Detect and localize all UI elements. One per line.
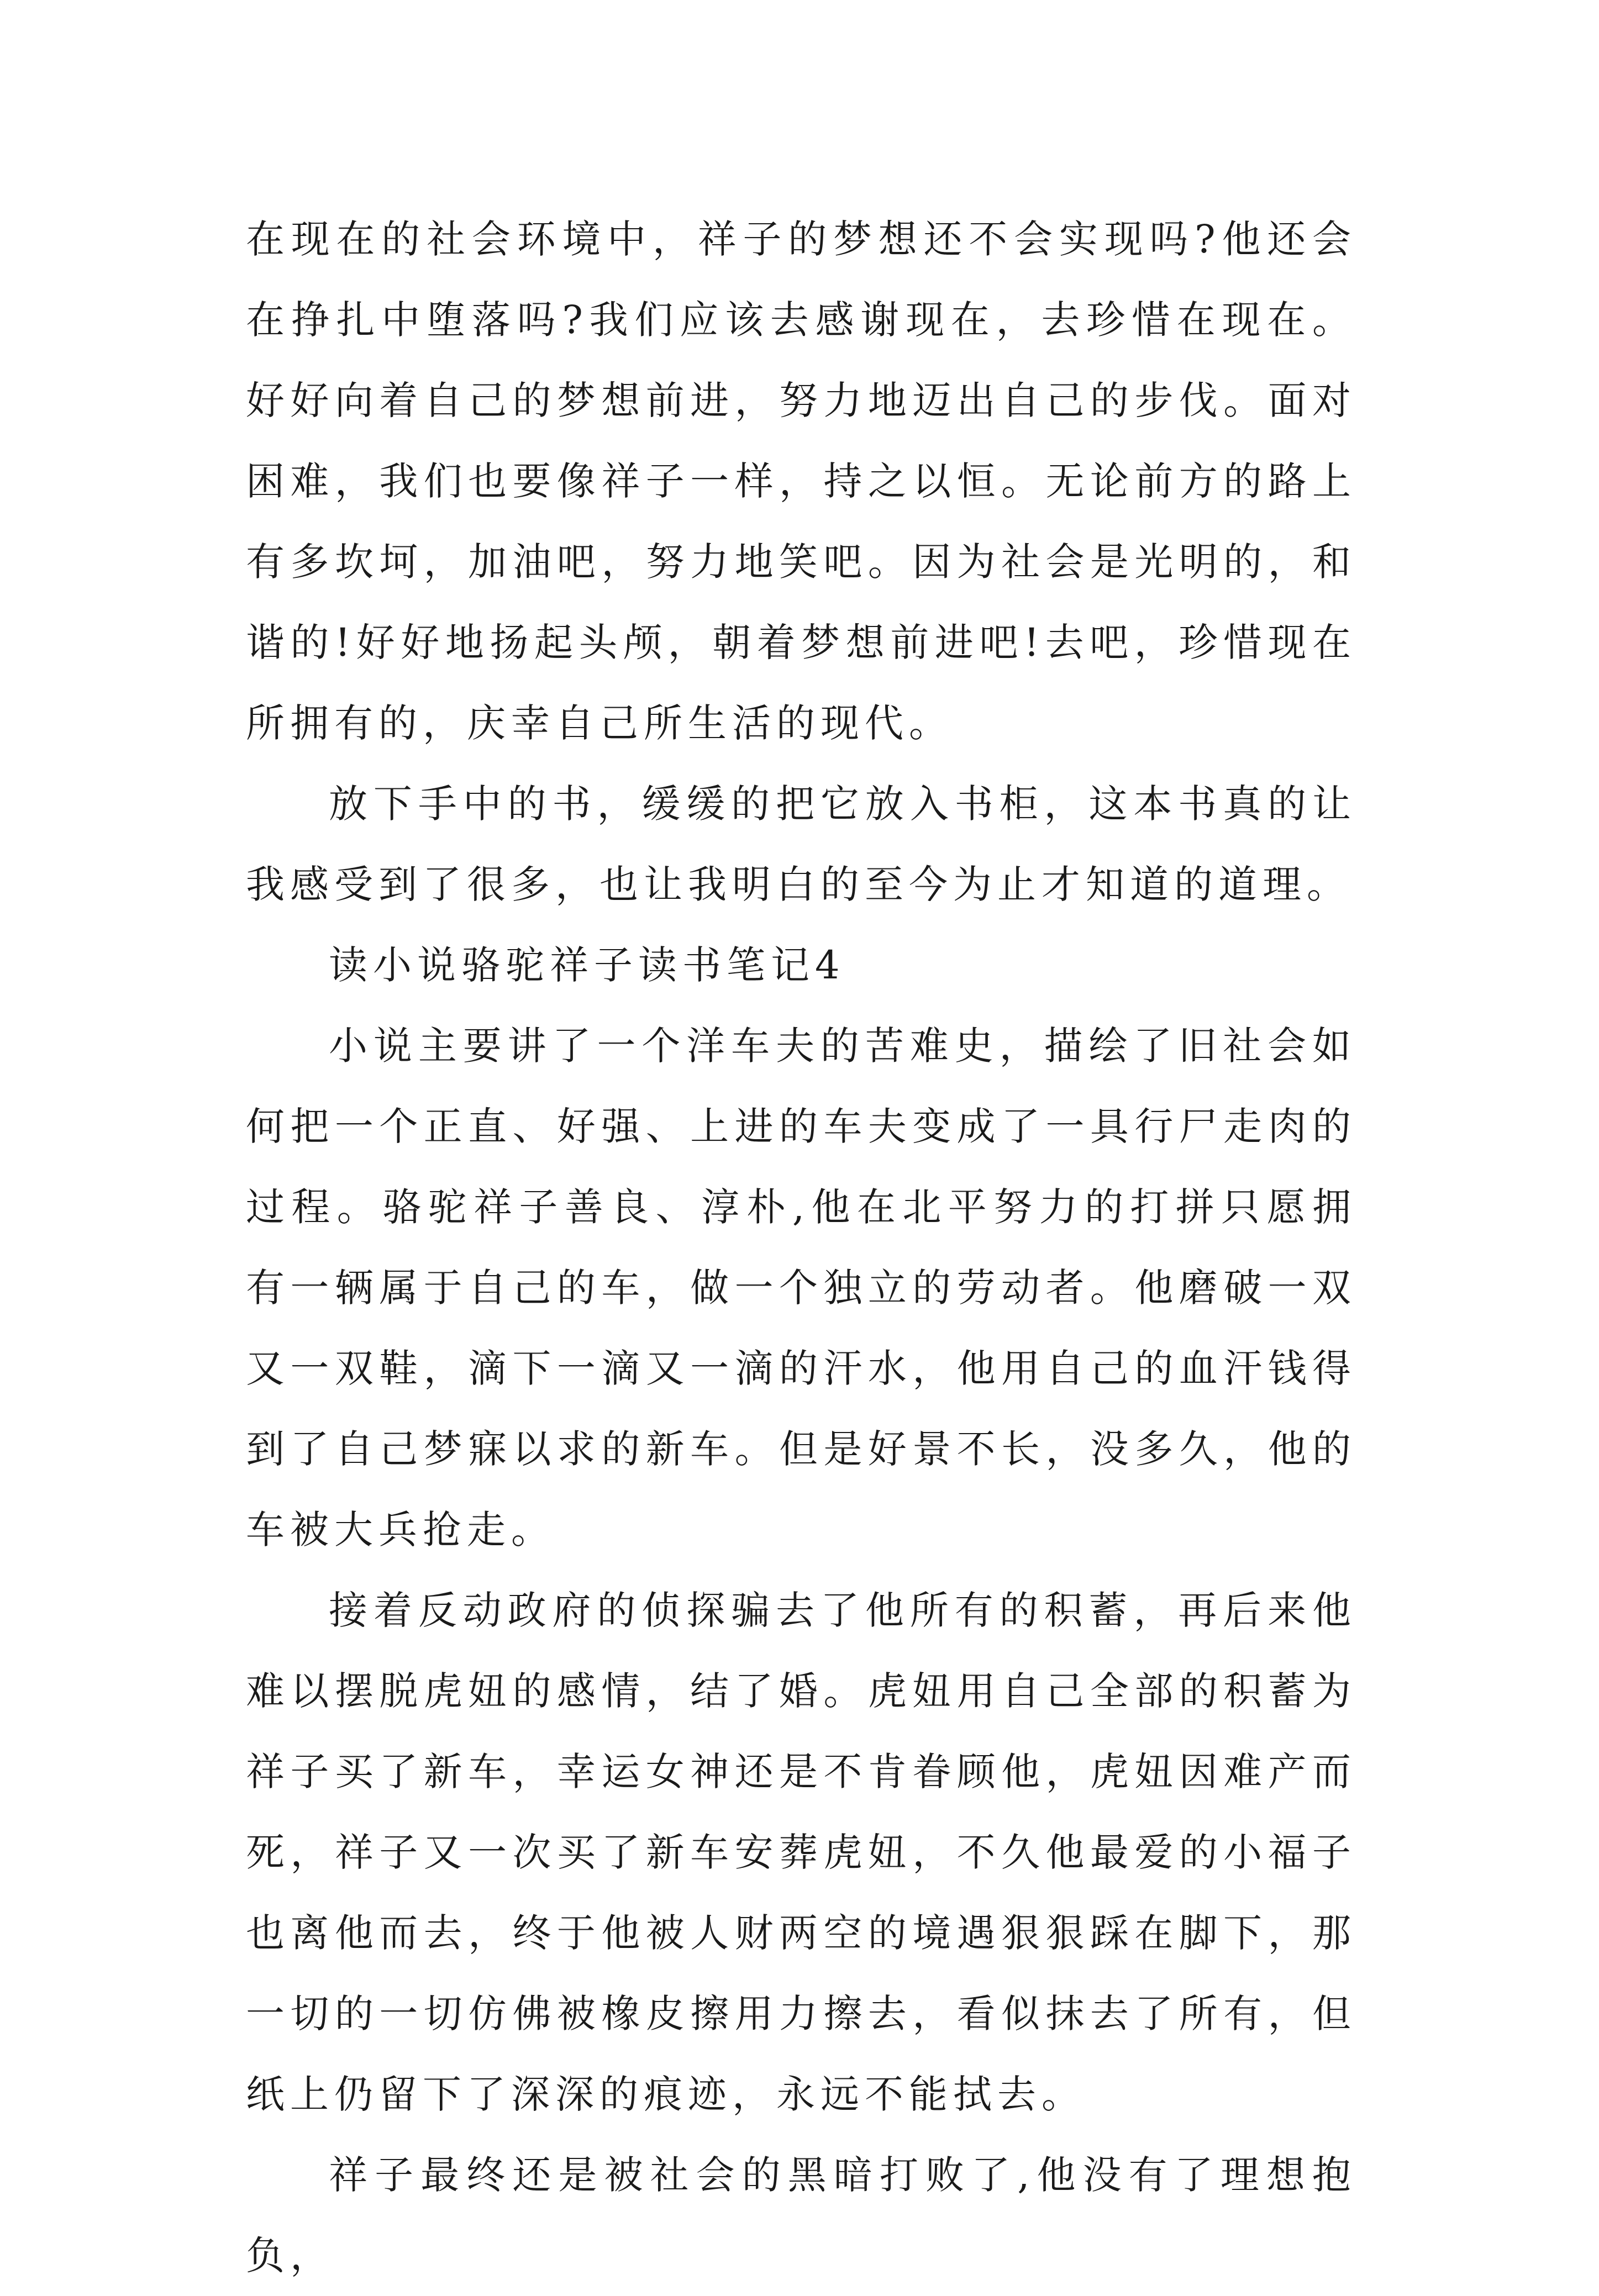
paragraph-2: 放下手中的书，缓缓的把它放入书柜，这本书真的让我感受到了很多，也让我明白的至今为止才知道的道理。 (246, 781, 1356, 907)
section-heading: 读小说骆驼祥子读书笔记4 (329, 942, 845, 988)
body-text (246, 199, 1356, 2296)
paragraph-3: 小说主要讲了一个洋车夫的苦难史，描绘了旧社会如何把一个正直、好强、上进的车夫变成了一具行尸走肉的过程。骆驼祥子善良、淳朴,他在北平努力的打拼只愿拥有一辆属于自己的车，做一个独立的劳动者。他磨破一双又一双鞋，滴下一滴又一滴的汗水，他用自己的血汗钱得到了自己梦寐以求的新车。但是好景不长，没多久，他的车被大兵抢走。 (246, 1023, 1356, 1552)
paragraph-1: 在现在的社会环境中，祥子的梦想还不会实现吗?他还会在挣扎中堕落吗?我们应该去感谢现在，去珍惜在现在。好好向着自己的梦想前进，努力地迈出自己的步伐。面对困难，我们也要像祥子一样，持之以恒。无论前方的路上有多坎坷，加油吧，努力地笑吧。因为社会是光明的，和谐的!好好地扬起头颅，朝着梦想前进吧!去吧，珍惜现在所拥有的，庆幸自己所生活的现代。 (246, 217, 1356, 746)
paragraph-4: 接着反动政府的侦探骗去了他所有的积蓄，再后来他难以摆脱虎妞的感情，结了婚。虎妞用自己全部的积蓄为祥子买了新车，幸运女神还是不肯眷顾他，虎妞因难产而死，祥子又一次买了新车安葬虎妞，不久他最爱的小福子也离他而去，终于他被人财两空的境遇狠狠踩在脚下，那一切的一切仿佛被橡皮擦用力擦去，看似抹去了所有，但纸上仍留下了深深的痕迹，永远不能拭去。 (246, 1588, 1356, 2117)
paragraph-5: 祥子最终还是被社会的黑暗打败了,他没有了理想抱负， (246, 2152, 1356, 2278)
